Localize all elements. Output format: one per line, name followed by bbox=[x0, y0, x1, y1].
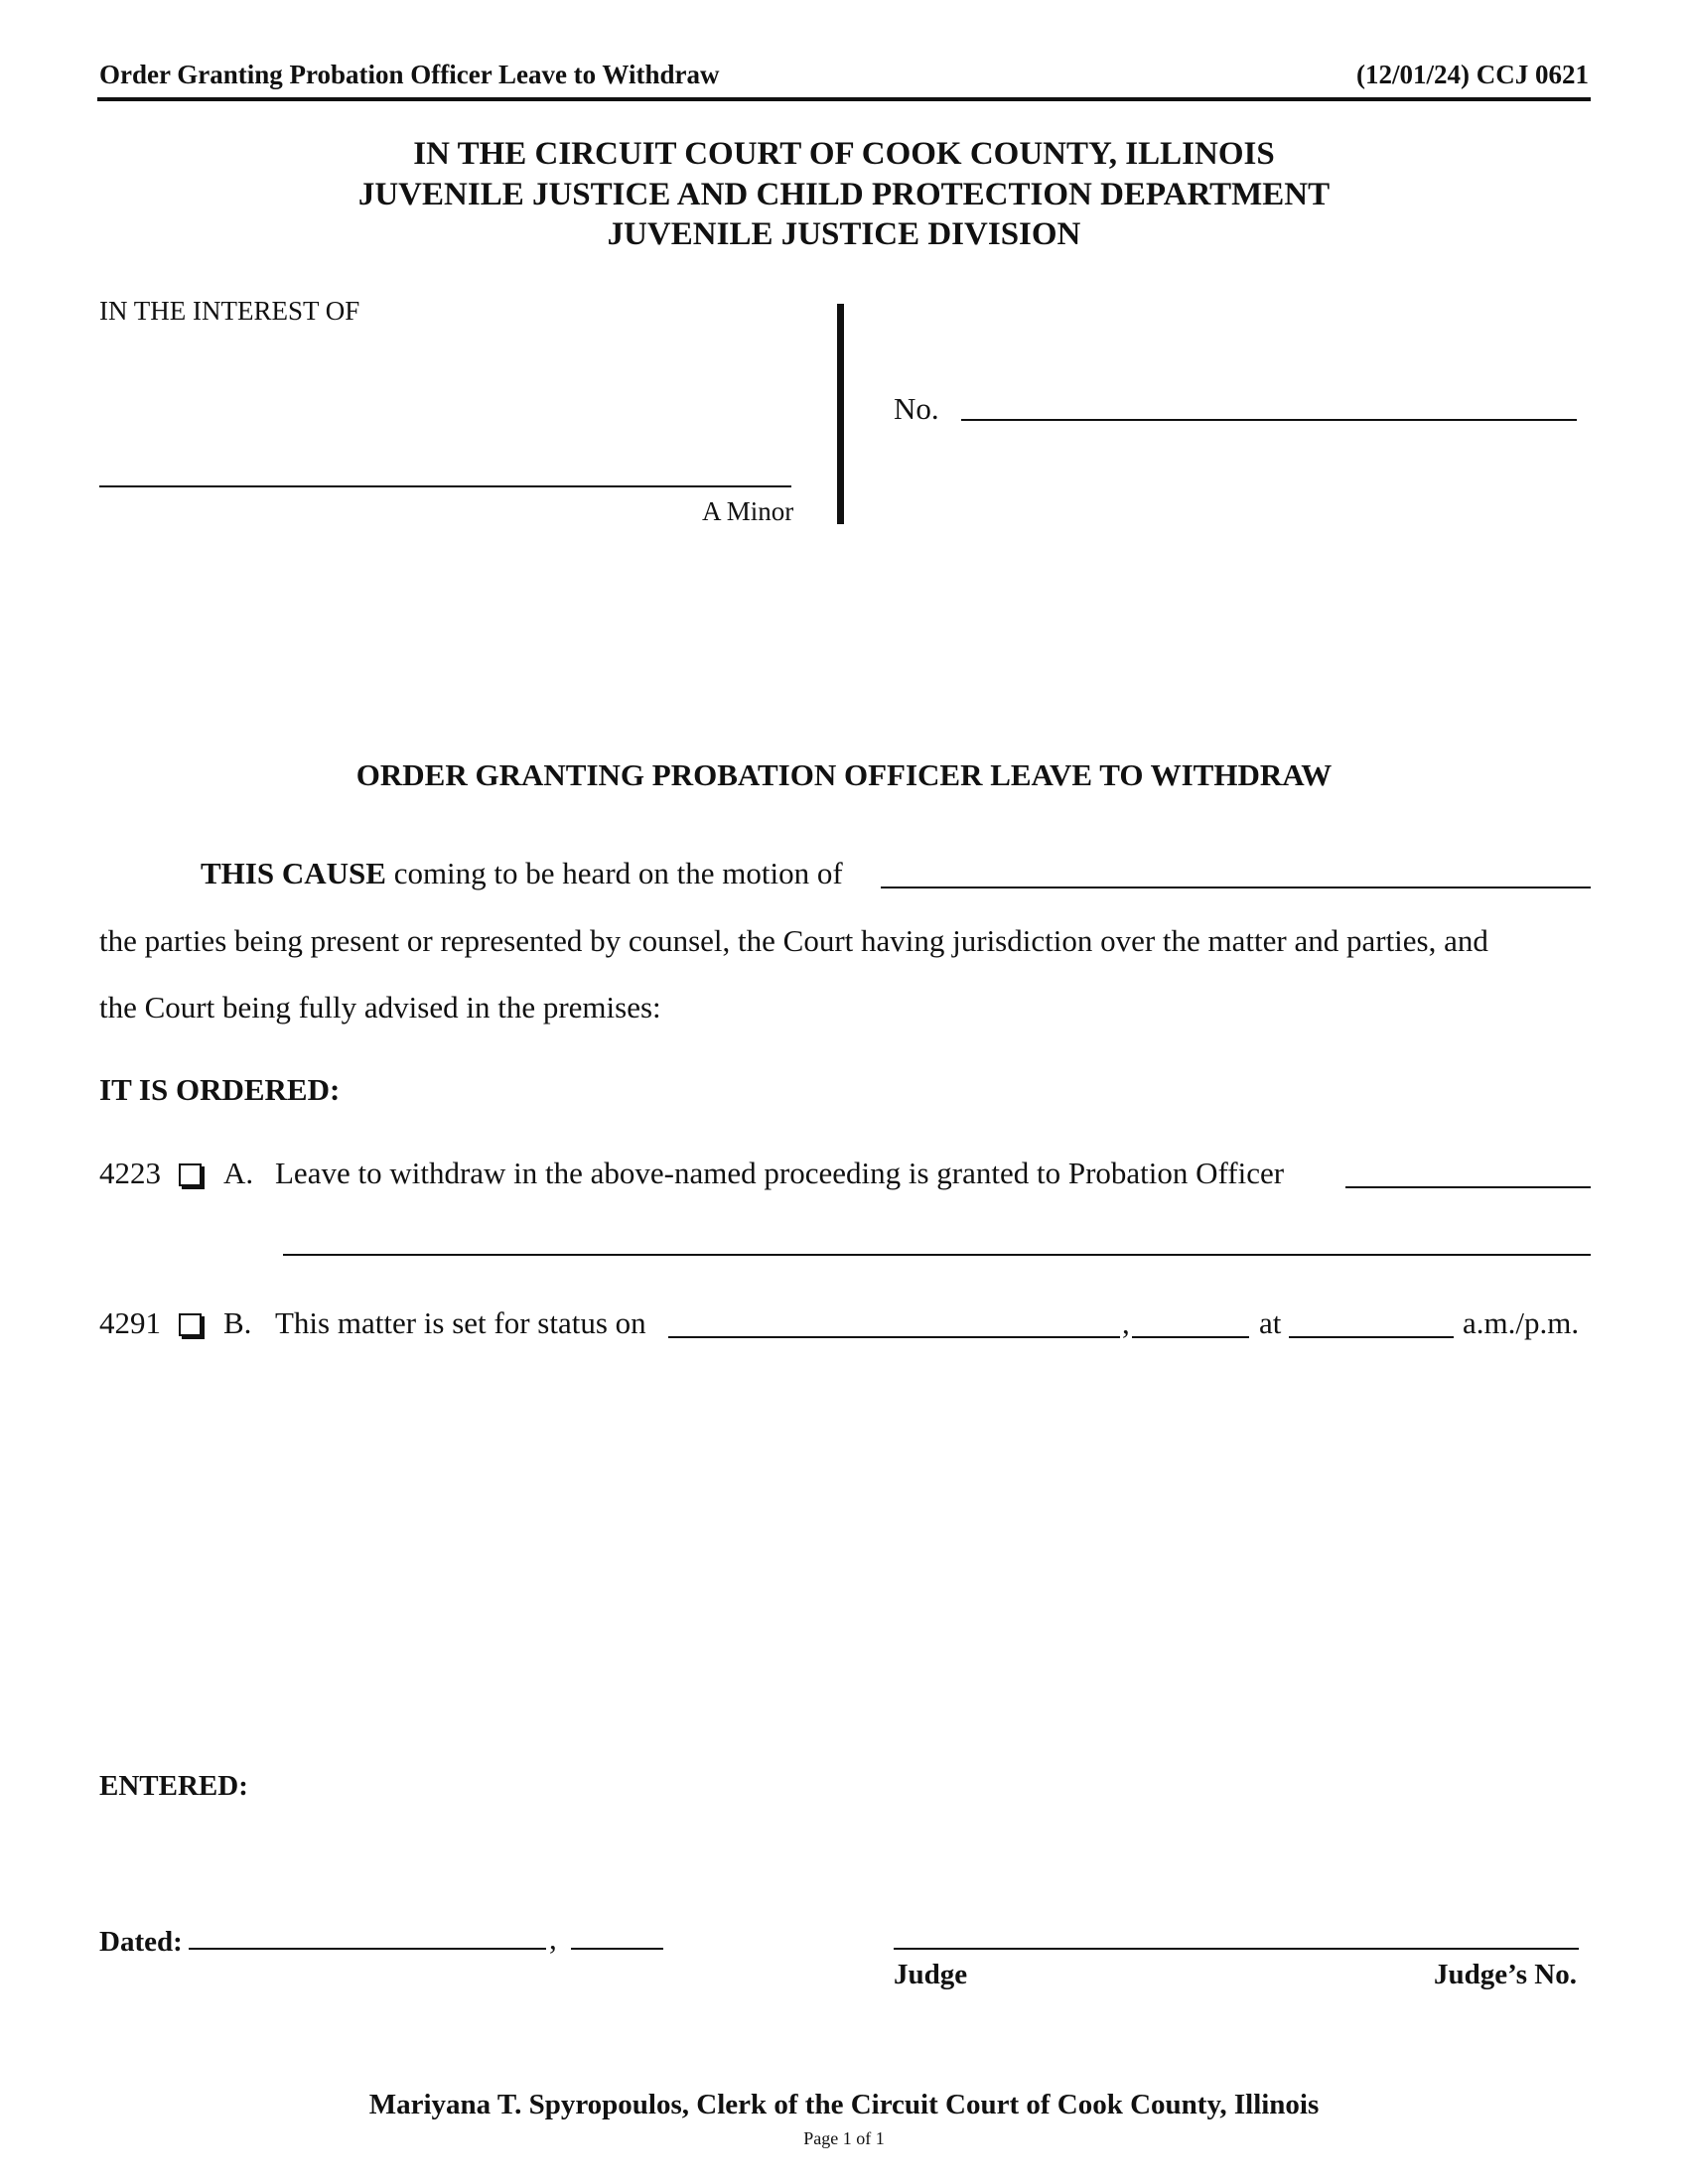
court-name: IN THE CIRCUIT COURT OF COOK COUNTY, ILLINOIS bbox=[413, 136, 1275, 172]
recital-line-3: the Court being fully advised in the premises: bbox=[99, 990, 661, 1024]
judge-label: Judge bbox=[894, 1959, 968, 1990]
recital-line-1 bbox=[201, 856, 843, 891]
it-is-ordered-heading: IT IS ORDERED: bbox=[99, 1072, 341, 1107]
this-cause-label: THIS CAUSE bbox=[201, 856, 386, 890]
caption-divider bbox=[837, 304, 844, 524]
status-time-line[interactable] bbox=[1289, 1336, 1454, 1338]
case-number-label: No. bbox=[894, 391, 939, 426]
order-code: 4223 bbox=[99, 1156, 161, 1190]
dated-label: Dated: bbox=[99, 1926, 183, 1958]
header-rule bbox=[97, 97, 1591, 101]
status-date-comma: , bbox=[1122, 1305, 1130, 1340]
order-a-text: Leave to withdraw in the above-named proceeding is granted to Probation Officer bbox=[275, 1156, 1285, 1190]
case-number-line[interactable] bbox=[961, 419, 1577, 421]
dated-year-line[interactable] bbox=[571, 1948, 663, 1950]
form-code: (12/01/24) CCJ 0621 bbox=[1356, 60, 1589, 89]
page-number: Page 1 of 1 bbox=[803, 2128, 885, 2148]
probation-officer-line[interactable] bbox=[1345, 1186, 1591, 1188]
division-name: JUVENILE JUSTICE DIVISION bbox=[607, 216, 1081, 252]
probation-officer-line-2[interactable] bbox=[283, 1254, 1591, 1256]
judge-number-label: Judge’s No. bbox=[1434, 1959, 1577, 1990]
at-label: at bbox=[1259, 1305, 1282, 1340]
order-title: ORDER GRANTING PROBATION OFFICER LEAVE TO WITHDRAW bbox=[355, 757, 1333, 792]
recital-line-2: the parties being present or represented by counsel, the Court having jurisdiction over the matter and parties, and bbox=[99, 923, 1488, 958]
order-letter: A. bbox=[223, 1156, 254, 1190]
status-year-line[interactable] bbox=[1132, 1336, 1249, 1338]
clerk-footer: Mariyana T. Spyropoulos, Clerk of the Circuit Court of Cook County, Illinois bbox=[368, 2089, 1320, 2120]
dated-comma: , bbox=[549, 1921, 557, 1956]
order-b-text: This matter is set for status on bbox=[275, 1305, 646, 1340]
am-pm-label: a.m./p.m. bbox=[1463, 1305, 1580, 1340]
movant-line[interactable] bbox=[881, 887, 1591, 888]
dated-date-line[interactable] bbox=[189, 1948, 546, 1950]
a-minor-label: A Minor bbox=[702, 496, 794, 526]
order-a-checkbox[interactable] bbox=[179, 1163, 202, 1186]
entered-label: ENTERED: bbox=[99, 1770, 248, 1802]
in-the-interest-of-label: IN THE INTEREST OF bbox=[99, 296, 360, 326]
order-letter: B. bbox=[223, 1305, 252, 1340]
order-code: 4291 bbox=[99, 1305, 161, 1340]
minor-name-line[interactable] bbox=[99, 485, 791, 487]
status-date-line[interactable] bbox=[668, 1336, 1120, 1338]
form-title-header: Order Granting Probation Officer Leave to Withdraw bbox=[99, 60, 720, 89]
order-b-checkbox[interactable] bbox=[179, 1313, 202, 1336]
motion-text: coming to be heard on the motion of bbox=[393, 856, 843, 890]
judge-signature-line[interactable] bbox=[894, 1948, 1579, 1950]
department-name: JUVENILE JUSTICE AND CHILD PROTECTION DEPARTMENT bbox=[357, 177, 1331, 212]
